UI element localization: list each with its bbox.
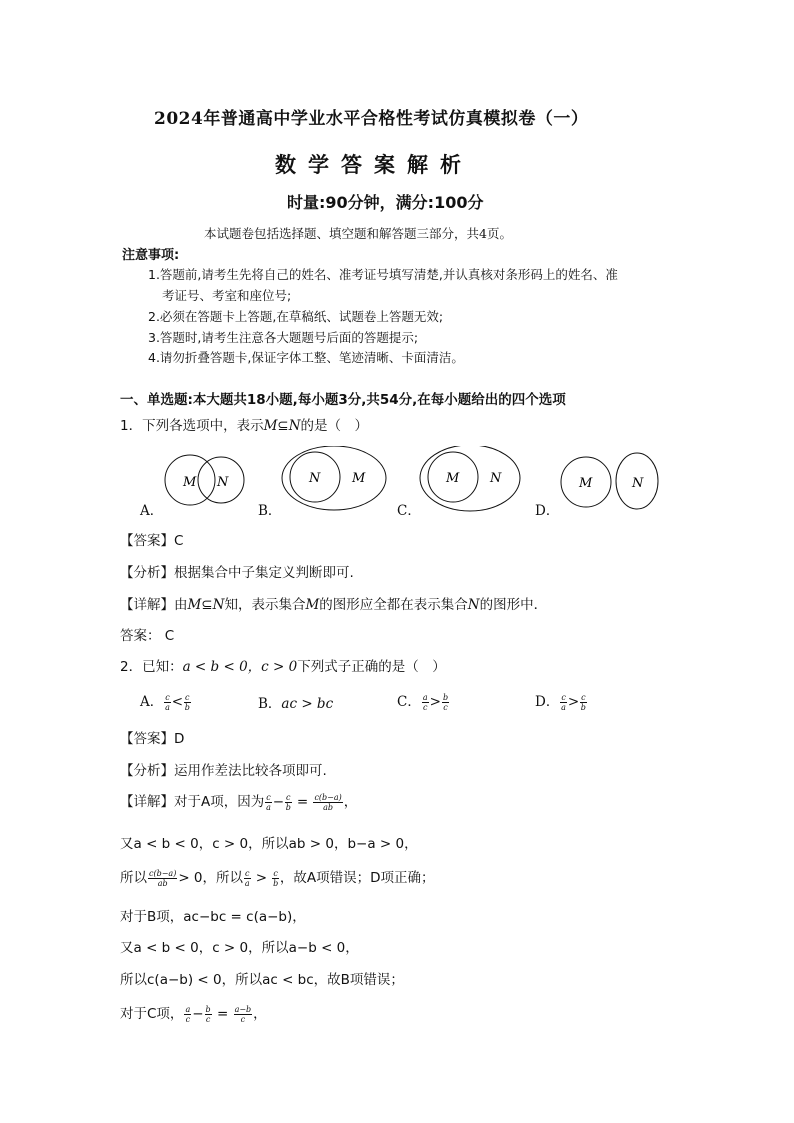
venn-option-c	[420, 446, 520, 511]
q2-analysis-text: 运用作差法比较各项即可.	[174, 763, 327, 779]
q1-detail-tag: 【详解】	[120, 597, 174, 613]
notice-item-4: 4.请勿折叠答题卡,保证字体工整、笔迹清晰、卡面清洁。	[148, 350, 464, 365]
exam-description: 本试题卷包括选择题、填空题和解答题三部分，共4页。	[204, 226, 512, 241]
q2-detail-l3-b: > 0，所以	[178, 870, 244, 886]
q2-analysis-tag: 【分析】	[120, 763, 174, 779]
q1-answer-repeat: 答案： C	[120, 628, 175, 644]
q1-detail-subset: ⊆	[201, 597, 213, 613]
q2-answer-tag: 【答案】	[120, 731, 174, 747]
q2-detail-line-5: 又a < b < 0，c > 0，所以a−b < 0，	[120, 940, 359, 956]
q1-detail-a: 由	[174, 597, 188, 613]
q2-detail-line-1: 【详解】对于A项，因为 $\frac{c}{a}$ − $\frac{c}{b}$ = $\frac{c(b-a)}{ab}$ ，	[120, 792, 358, 812]
venn-d-m-label: M	[579, 476, 593, 491]
q2-detail-line-2: 又a < b < 0，c > 0，所以ab > 0，b−a > 0，	[120, 836, 418, 852]
q2-option-c-label: C．	[397, 694, 421, 710]
q1-answer	[120, 529, 183, 549]
q1-detail-m2: M	[305, 597, 320, 613]
frac-b-c: $\frac{b}{c}$	[205, 1004, 211, 1024]
q2-option-a-label: A．	[140, 694, 164, 710]
answer-key-subtitle: 数学答案解析	[275, 152, 473, 177]
q2-detail-line-7: 对于C项， $\frac{a}{c}$ − $\frac{b}{c}$ = $\frac{a-b}{c}$ ，	[120, 1004, 267, 1024]
q2-option-b-expr: ac > bc	[281, 696, 334, 712]
q2-detail-line-6: 所以c(a−b) < 0，所以ac < bc，故B项错误；	[120, 972, 404, 988]
frac-c-over-b: $\frac{c}{b}$	[184, 693, 190, 712]
q2-detail-l3-a: 所以	[120, 870, 147, 886]
q2-option-d: D． $\frac{c}{a}$ > $\frac{c}{b}$	[535, 693, 586, 712]
venn-b-m-label: M	[352, 471, 366, 486]
q1-stem-subset: ⊆	[277, 418, 289, 434]
q2-detail-tag: 【详解】	[120, 794, 174, 810]
q1-detail-b: 知，表示集合	[224, 597, 306, 613]
q2-detail-l7-pre: 对于C项，	[120, 1006, 184, 1022]
frac-a-c: $\frac{a}{c}$	[185, 1004, 191, 1024]
q2-analysis	[120, 759, 327, 779]
venn-c-n-label: N	[490, 471, 502, 486]
q2-answer-value: D	[174, 731, 185, 747]
q1-option-b: B．	[258, 503, 282, 519]
q1-detail-c: 的图形应全都在表示集合	[319, 597, 468, 613]
q1-detail-n: N	[212, 597, 225, 613]
q1-stem-n: N	[288, 418, 301, 434]
q2-option-d-label: D．	[535, 694, 560, 710]
venn-d-n-label: N	[632, 476, 644, 491]
notice-item-1: 1.答题前,请考生先将自己的姓名、准考证号填写清楚,并认真核对条形码上的姓名、准	[148, 267, 618, 282]
q1-detail-m: M	[187, 597, 202, 613]
q2-option-c: C． $\frac{a}{c}$ > $\frac{b}{c}$	[397, 693, 449, 712]
frac-c-over-b-d: $\frac{c}{b}$	[580, 693, 586, 712]
venn-c-m-label: M	[446, 471, 460, 486]
frac-cba-ab-2: $\frac{c(b-a)}{ab}$	[149, 868, 177, 888]
q1-analysis-tag: 【分析】	[120, 565, 174, 581]
q2-option-a: A． $\frac{c}{a}$ < $\frac{c}{b}$	[140, 693, 190, 712]
q1-stem-pre: 1．下列各选项中，表示	[120, 418, 264, 434]
q1-option-c: C．	[397, 503, 421, 519]
q2-stem-pre: 2．已知：	[120, 659, 183, 675]
exam-title: 2024年普通高中学业水平合格性考试仿真模拟卷（一）	[154, 109, 589, 129]
frac-a-over-c: $\frac{a}{c}$	[422, 693, 428, 712]
venn-option-a	[165, 455, 244, 505]
frac-b-over-c: $\frac{b}{c}$	[442, 693, 449, 712]
q1-detail-n2: N	[467, 597, 480, 613]
q2-detail-line-4: 对于B项，ac−bc = c(a−b)，	[120, 909, 306, 925]
notice-item-2: 2.必须在答题卡上答题,在草稿纸、试题卷上答题无效;	[148, 309, 444, 324]
frac-amb-c: $\frac{a-b}{c}$	[234, 1004, 252, 1024]
venn-a-n-label: N	[217, 475, 229, 490]
q2-detail-l3-c: ，故A项错误；D项正确；	[279, 870, 435, 886]
frac-c-a-2: $\frac{c}{a}$	[244, 868, 250, 888]
q1-option-a: A．	[140, 503, 164, 519]
q1-answer-value: C	[174, 533, 184, 549]
q1-option-d: D．	[535, 503, 560, 519]
q1-stem-m: M	[263, 418, 278, 434]
q2-stem-cond: a < b < 0，c > 0	[182, 659, 298, 675]
q2-option-b	[258, 692, 333, 712]
q1-stem	[120, 414, 368, 434]
section-heading: 一、单选题:本大题共18小题,每小题3分,共54分,在每小题给出的四个选项	[120, 392, 566, 408]
frac-c-over-a-d: $\frac{c}{a}$	[561, 693, 566, 712]
frac-cba-ab: $\frac{c(b-a)}{ab}$	[314, 792, 342, 812]
q2-stem-post: 下列式子正确的是（ ）	[297, 659, 446, 675]
frac-c-over-a: $\frac{c}{a}$	[165, 693, 170, 712]
q2-option-b-label: B．	[258, 696, 282, 712]
frac-c-b: $\frac{c}{b}$	[285, 792, 291, 812]
q1-answer-tag: 【答案】	[120, 533, 174, 549]
q1-analysis-text: 根据集合中子集定义判断即可.	[174, 565, 354, 581]
venn-b-n-label: N	[309, 471, 321, 486]
q2-answer	[120, 727, 184, 747]
q2-detail-l1-pre: 对于A项，因为	[174, 794, 265, 810]
venn-option-d	[561, 453, 658, 509]
q1-analysis	[120, 561, 354, 581]
venn-a-m-label: M	[183, 475, 197, 490]
notice-item-3: 3.答题时,请考生注意各大题题号后面的答题提示;	[148, 330, 419, 345]
notice-item-1-cont: 考证号、考室和座位号;	[162, 288, 292, 303]
time-info: 时量:90分钟，满分:100分	[287, 193, 484, 212]
notice-heading: 注意事项:	[122, 248, 180, 263]
q2-stem	[120, 655, 446, 675]
q1-stem-post: 的是（ ）	[300, 418, 369, 434]
q1-detail	[120, 593, 547, 613]
q1-detail-d: 的图形中．	[479, 597, 548, 613]
frac-c-a: $\frac{c}{a}$	[266, 792, 271, 812]
venn-option-b	[282, 446, 386, 510]
frac-c-b-2: $\frac{c}{b}$	[273, 868, 279, 888]
q2-detail-line-3: 所以 $\frac{c(b-a)}{ab}$ > 0，所以 $\frac{c}{a}$ > $\frac{c}{b}$ ，故A项错误；D项正确；	[120, 868, 435, 888]
